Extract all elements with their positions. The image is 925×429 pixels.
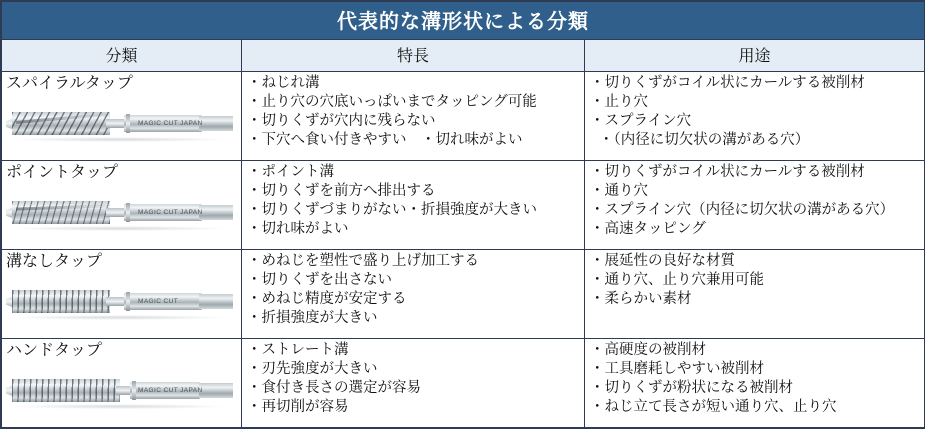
uses-cell [585, 161, 925, 250]
feature-item: ・ 刃先強度が大きい [247, 360, 580, 379]
use-item: ・ ねじ立て長さが短い通り穴、止り穴 [590, 398, 920, 417]
feature-item: ・ めねじ精度が安定する [247, 290, 580, 309]
point-tap-photo [2, 184, 241, 242]
use-item [590, 131, 920, 150]
feature-item: ・ 切りくずを出さない [247, 271, 580, 290]
use-item: ・ 切りくずが粉状になる被削材 [590, 379, 920, 398]
table-header-row [2, 40, 925, 72]
use-item: ・ 柔らかい素材 [590, 290, 920, 309]
feature-item: ・ 切れ味がよい [247, 220, 580, 239]
classification-label: 溝なしタップ [6, 253, 103, 271]
use-item: ・ 通り穴、止り穴兼用可能 [590, 271, 920, 290]
table-title-row [2, 2, 925, 40]
uses-cell [585, 250, 925, 339]
feature-item: ・ ねじれ溝 [247, 74, 580, 93]
classification-label: ハンドタップ [6, 342, 103, 360]
column-header-uses: 用途 [585, 40, 925, 72]
feature-item: ・ めねじを塑性で盛り上げ加工する [247, 252, 580, 271]
use-item: ・ 高速タッピング [590, 220, 920, 239]
tool-marking: MAGIC CUT JAPAN [138, 387, 203, 395]
use-item: ・ スプライン穴（内径に切欠状の溝がある穴） [590, 201, 920, 220]
feature-item: ・ 食付き長さの選定が容易 [247, 379, 580, 398]
uses-cell [585, 72, 925, 161]
table [1, 1, 925, 428]
classification-cell [2, 161, 242, 250]
use-item: ・ 切りくずがコイル状にカールする被削材 [590, 163, 920, 182]
use-item: ・ 高硬度の被削材 [590, 341, 920, 360]
feature-item: ・ 切りくずが穴内に残らない [247, 112, 580, 131]
classification-label: ポイントタップ [6, 164, 119, 182]
classification-cell [2, 72, 242, 161]
page-title: 代表的な溝形状による分類 [2, 2, 925, 40]
classification-label: スパイラルタップ [6, 75, 133, 93]
feature-item: ・ 下穴へ食い付きやすい ・切れ味がよい [247, 131, 580, 150]
features-cell [242, 250, 585, 339]
tool-marking: MAGIC CUT JAPAN [138, 209, 203, 217]
table-row [2, 339, 925, 428]
use-item: ・ 切りくずがコイル状にカールする被削材 [590, 74, 920, 93]
uses-cell [585, 339, 925, 428]
feature-item: ・ ストレート溝 [247, 341, 580, 360]
table-row [2, 250, 925, 339]
use-item: ・ 通り穴 [590, 182, 920, 201]
tool-marking: MAGIC CUT [138, 298, 179, 306]
feature-item: ・ 再切削が容易 [247, 398, 580, 417]
hand-tap-photo [2, 362, 241, 420]
spiral-tap-photo [2, 95, 241, 153]
use-item-text: （内径に切欠状の溝がある穴） [613, 131, 810, 148]
use-item: ・ 展延性の良好な材質 [590, 252, 920, 271]
use-item: ・ スプライン穴 [590, 112, 920, 131]
features-cell [242, 161, 585, 250]
feature-item: ・ 止り穴の穴底いっぱいまでタッピング可能 [247, 93, 580, 112]
feature-item: ・ 折損強度が大きい [247, 309, 580, 328]
features-cell [242, 72, 585, 161]
use-item: ・ 止り穴 [590, 93, 920, 112]
table-row [2, 161, 925, 250]
classification-cell [2, 250, 242, 339]
column-header-features: 特長 [242, 40, 585, 72]
feature-item: ・ 切りくずづまりがない・折損強度が大きい [247, 201, 580, 220]
fluteless-tap-photo [2, 273, 241, 331]
table-row [2, 72, 925, 161]
classification-cell [2, 339, 242, 428]
column-header-classification: 分類 [2, 40, 242, 72]
features-cell [242, 339, 585, 428]
use-item: ・ 工具磨耗しやすい被削材 [590, 360, 920, 379]
feature-item: ・ 切りくずを前方へ排出する [247, 182, 580, 201]
tool-marking: MAGIC CUT JAPAN [138, 120, 203, 128]
feature-item: ・ ポイント溝 [247, 163, 580, 182]
